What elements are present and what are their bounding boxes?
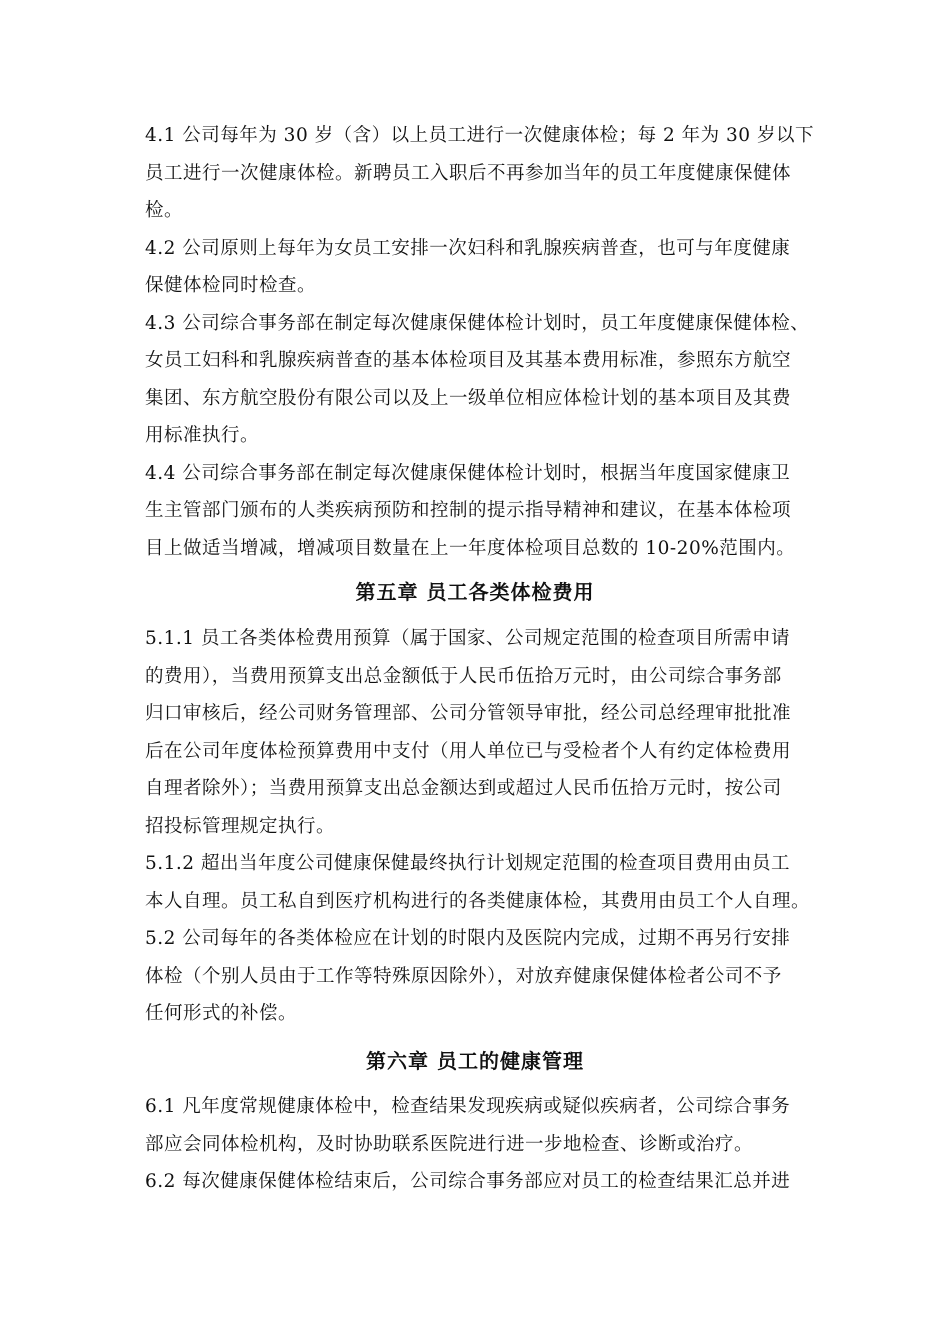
- text-line: 5.1.2 超出当年度公司健康保健最终执行计划规定范围的检查项目费用由员工: [145, 853, 790, 874]
- text-line: 归口审核后，经公司财务管理部、公司分管领导审批，经公司总经理审批批准: [145, 703, 792, 724]
- text-line: 5.1.1 员工各类体检费用预算（属于国家、公司规定范围的检查项目所需申请: [145, 628, 790, 649]
- chapter-5-text: [145, 620, 811, 1033]
- text-line: 自理者除外）；当费用预算支出总金额达到或超过人民币伍拾万元时，按公司: [145, 778, 782, 799]
- text-line: 目上做适当增减，增减项目数量在上一年度体检项目总数的 10-20%范围内。: [145, 537, 796, 559]
- text-line: 6.1 凡年度常规健康体检中，检查结果发现疾病或疑似疾病者，公司综合事务: [145, 1096, 791, 1117]
- chapter-5-heading: 第五章 员工各类体检费用: [355, 580, 595, 604]
- text-line: 4.2 公司原则上每年为女员工安排一次妇科和乳腺疾病普查，也可与年度健康: [145, 237, 791, 259]
- text-line: 4.1 公司每年为 30 岁（含）以上员工进行一次健康体检；每 2 年为 30 岁以下: [145, 125, 814, 146]
- text-line: 4.3 公司综合事务部在制定每次健康保健体检计划时，员工年度健康保健体检、: [145, 312, 810, 334]
- text-line: 后在公司年度体检预算费用中支付（用人单位已与受检者个人有约定体检费用: [145, 740, 792, 762]
- text-line: 体检（个别人员由于工作等特殊原因除外），对放弃健康保健体检者公司不予: [145, 965, 782, 987]
- text-line: 生主管部门颁布的人类疾病预防和控制的提示指导精神和建议，在基本体检项: [145, 500, 792, 521]
- text-line: 招投标管理规定执行。: [145, 815, 336, 837]
- text-line: 部应会同体检机构，及时协助联系医院进行进一步地检查、诊断或治疗。: [145, 1133, 754, 1155]
- text-line: 女员工妇科和乳腺疾病普查的基本体检项目及其基本费用标准，参照东方航空: [145, 350, 792, 371]
- text-line: 用标准执行。: [145, 425, 260, 446]
- chapter-6-text: [145, 1088, 805, 1201]
- section-4-text: [145, 117, 814, 567]
- text-line: 5.2 公司每年的各类体检应在计划的时限内及医院内完成，过期不再另行安排: [145, 928, 791, 949]
- text-line: 本人自理。员工私自到医疗机构进行的各类健康体检，其费用由员工个人自理。: [145, 890, 811, 912]
- text-line: 集团、东方航空股份有限公司以及上一级单位相应体检计划的基本项目及其费: [145, 387, 792, 409]
- text-line: 保健体检同时检查。: [145, 275, 317, 296]
- text-line: 检。: [145, 200, 184, 221]
- chapter-6-heading: 第六章 员工的健康管理: [366, 1049, 584, 1073]
- text-line: 任何形式的补偿。: [145, 1003, 298, 1024]
- text-line: 的费用），当费用预算支出总金额低于人民币伍拾万元时，由公司综合事务部: [145, 665, 782, 687]
- text-line: 4.4 公司综合事务部在制定每次健康保健体检计划时，根据当年度国家健康卫: [145, 462, 791, 484]
- text-line: 6.2 每次健康保健体检结束后，公司综合事务部应对员工的检查结果汇总并进: [145, 1171, 791, 1192]
- text-line: 员工进行一次健康体检。新聘员工入职后不再参加当年的员工年度健康保健体: [145, 162, 792, 184]
